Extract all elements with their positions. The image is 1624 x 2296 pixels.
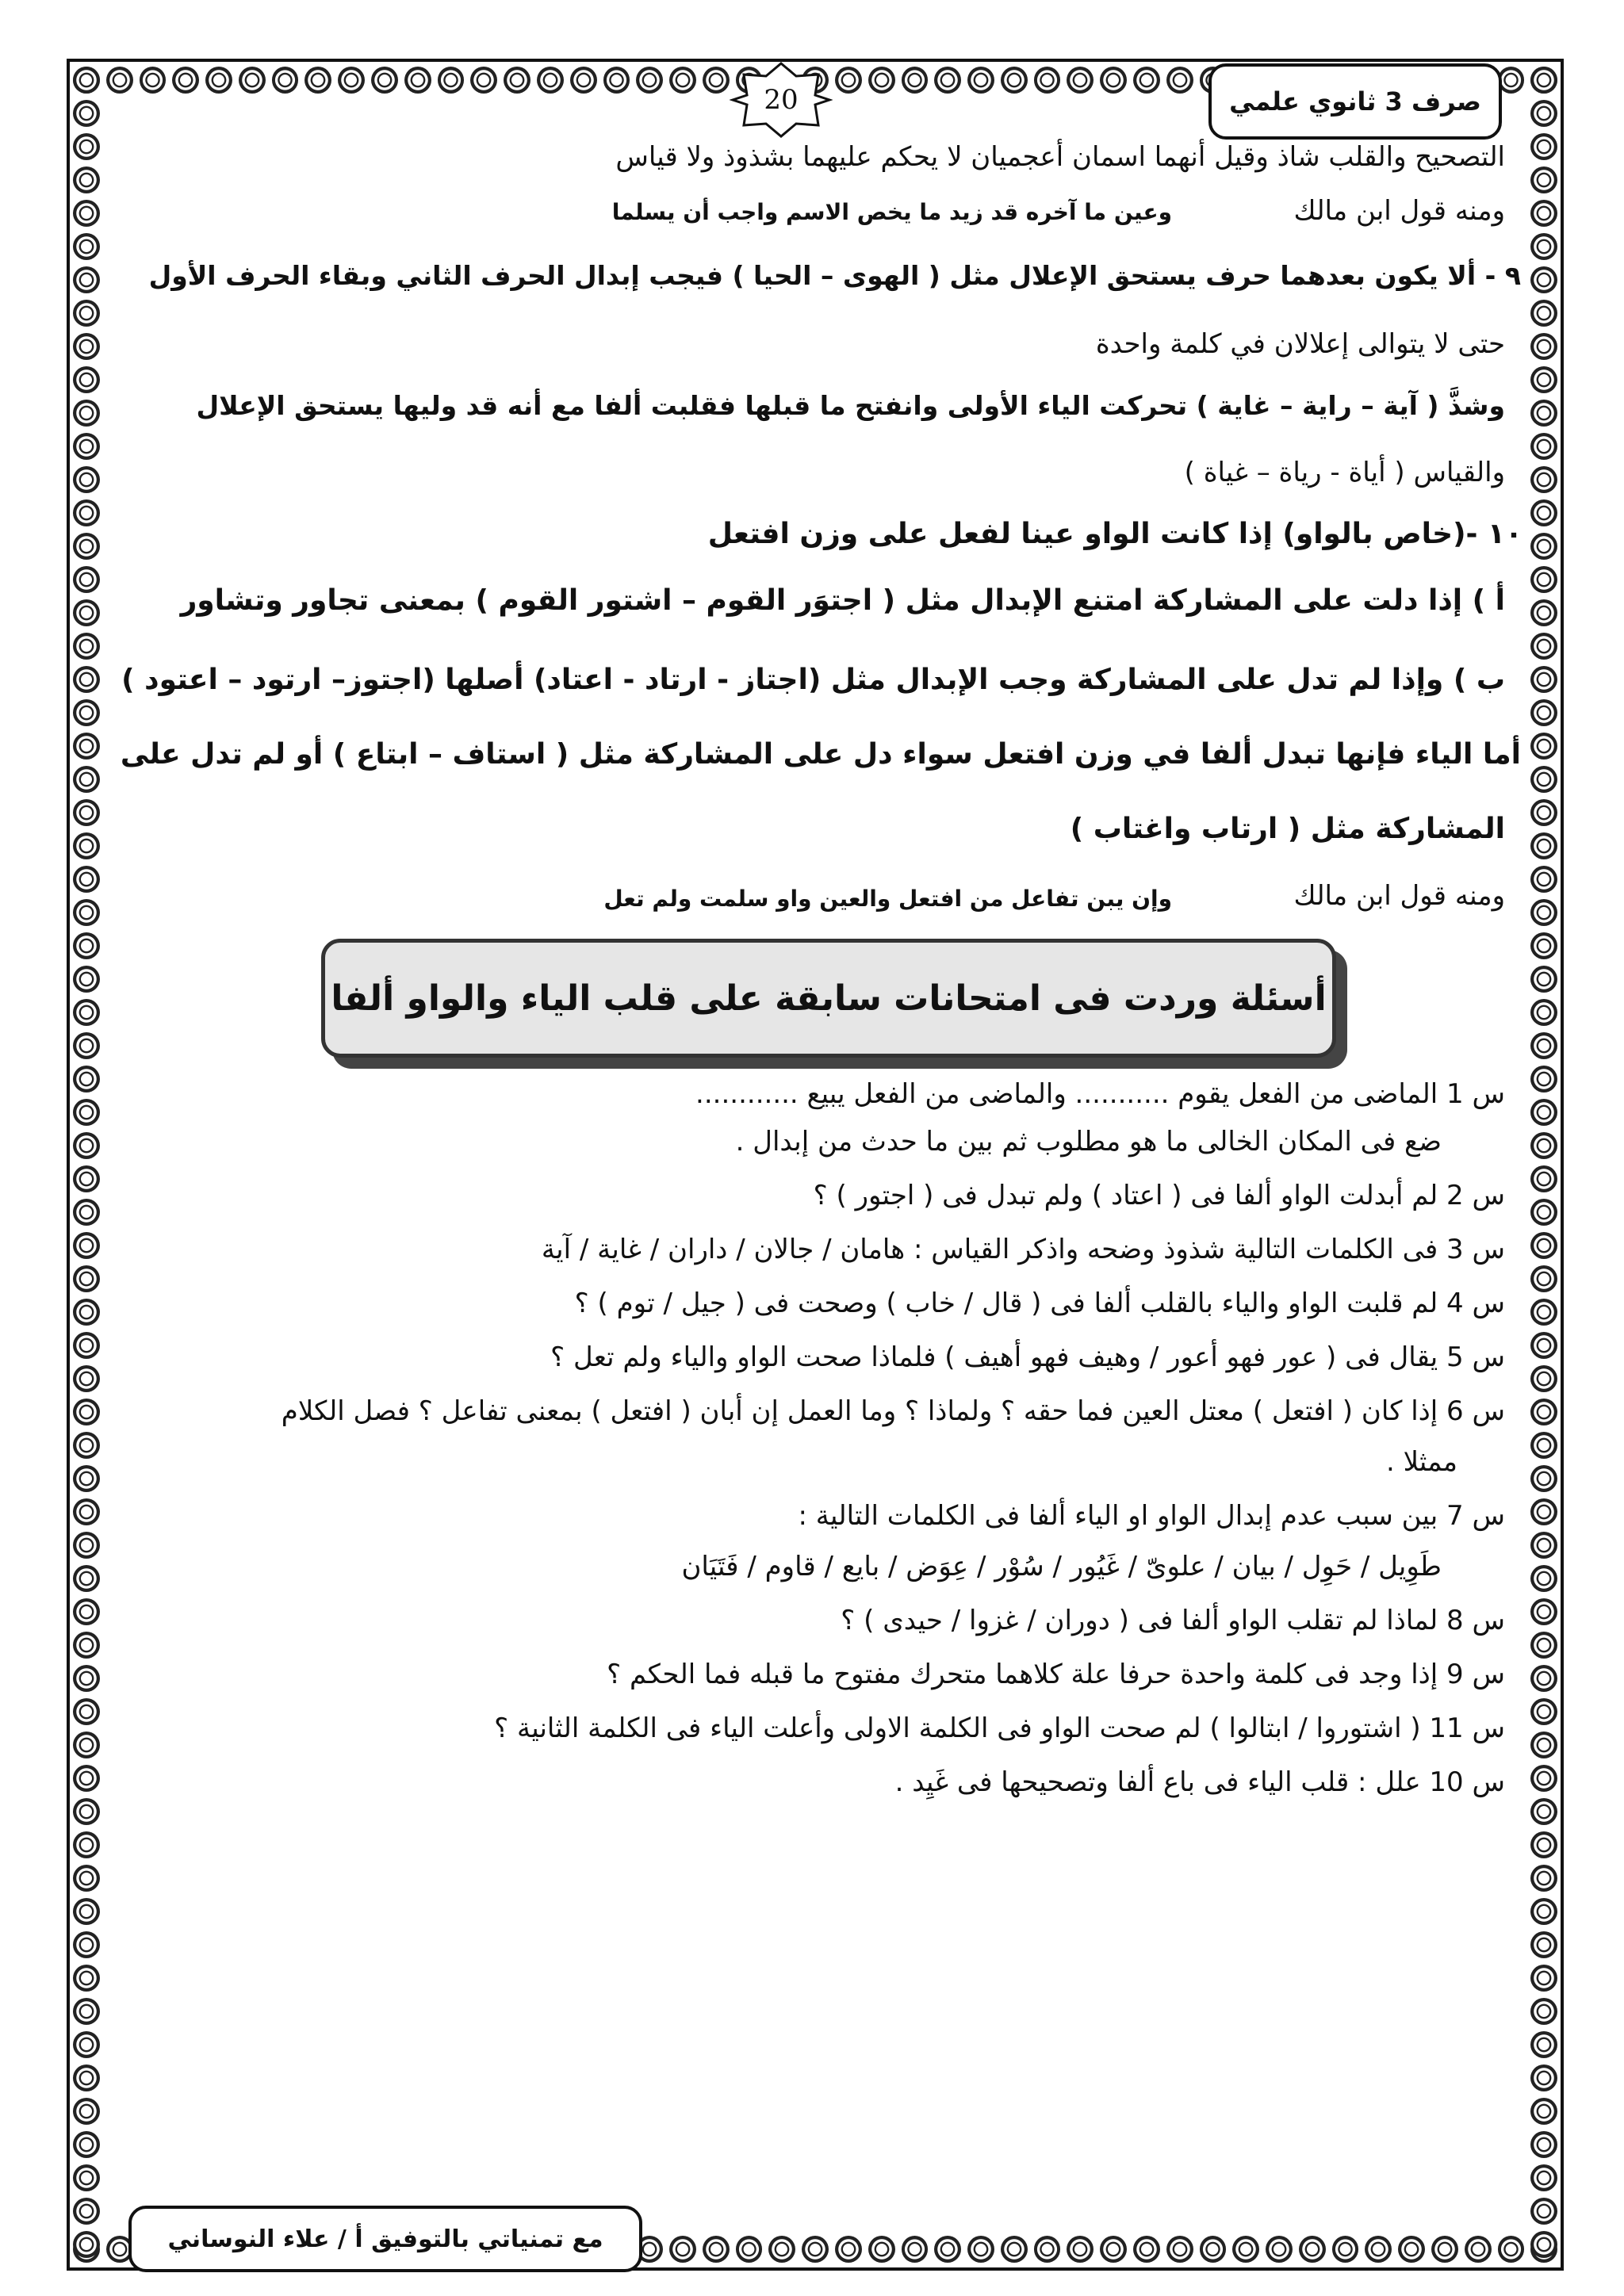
page-number	[730, 60, 833, 140]
question-line: ضع فى المكان الخالى ما هو مطلوب ثم بين ما حدث من إبدال .	[735, 1126, 1442, 1158]
body-line: ومنه قول ابن مالك	[1293, 195, 1505, 227]
body-line: حتى لا يتوالى إعلالان في كلمة واحدة	[1095, 328, 1505, 360]
question: س 5 يقال فى ( عور فهو أعور / وهيف فهو أهيف ) فلماذا صحت الواو والياء ولم تعل ؟	[550, 1341, 1505, 1373]
body-line: التصحيح والقلب شاذ وقيل أنهما اسمان أعجميان لا يحكم عليهما بشذوذ ولا قياس	[615, 141, 1505, 173]
border-right	[1527, 63, 1561, 2267]
rule-10-b: ب ) وإذا لم تدل على المشاركة وجب الإبدال مثل (اجتاز - ارتاد - اعتاد) أصلها (اجتوز– ارتود – اعتود )	[121, 664, 1505, 696]
body-line: ومنه قول ابن مالك	[1293, 880, 1505, 912]
question-line: طَوِيل / حَوِل / بيان / علوىّ / غَيُور / سُوْر / عِوَض / بايع / قاوم / فَتَيَان	[681, 1551, 1442, 1582]
page-number-text: 20	[764, 84, 799, 116]
question: س 6 إذا كان ( افتعل ) معتل العين فما حقه ؟ ولماذا ؟ وما العمل إن أبان ( افتعل ) بمعنى تفاعل ؟ فصل الكلام	[281, 1395, 1505, 1427]
body-line: وشذَّ ( آية – راية – غاية ) تحركت الياء الأولى وانفتح ما قبلها فقلبت ألفا مع أنه قد وليها يستحق الإعلال	[196, 390, 1505, 421]
question: س 4 لم قلبت الواو والياء بالقلب ألفا فى ( قال / خاب ) وصحت فى ( جيل / توم ) ؟	[574, 1288, 1505, 1319]
question: س 11 ( اشتوروا / ابتالوا ) لم صحت الواو فى الكلمة الاولى وأعلت الياء فى الكلمة الثانية ؟	[494, 1712, 1505, 1744]
section-title: أسئلة وردت فى امتحانات سابقة على قلب الياء والواو ألفا	[321, 939, 1336, 1058]
question: س 2 لم أبدلت الواو ألفا فى ( اعتاد ) ولم تبدل فى ( اجتور ) ؟	[813, 1180, 1505, 1211]
subject-label: صرف 3 ثانوي علمي	[1208, 63, 1502, 140]
border-left	[70, 63, 103, 2267]
question: س 3 فى الكلمات التالية شذوذ وضحه واذكر القياس : هامان / جالان / داران / غاية / آية	[541, 1234, 1505, 1265]
rule-10: ١٠ -(خاص بالواو) إذا كانت الواو عينا لفعل على وزن افتعل	[707, 518, 1522, 550]
question: س 9 إذا وجد فى كلمة واحدة حرفا علة كلاهما متحرك مفتوح ما قبله فما الحكم ؟	[607, 1659, 1505, 1690]
footer-signature: مع تمنياتي بالتوفيق أ / علاء النوساني	[128, 2206, 642, 2272]
question: س 10 علل : قلب الياء فى باع ألفا وتصحيحها فى غَيِد .	[894, 1766, 1505, 1798]
body-line: والقياس ( أياة - رياة – غياة )	[1184, 457, 1505, 488]
rule-9: ٩ - ألا يكون بعدهما حرف يستحق الإعلال مثل ( الهوى – الحيا ) فيجب إبدال الحرف الثاني وبقاء الحرف الأول	[148, 260, 1521, 291]
question: س 1 الماضى من الفعل يقوم ........... والماضى من الفعل يبيع ............	[695, 1078, 1505, 1110]
verse-line: وإن يبن تفاعل من افتعل والعين واو سلمت ولم تعل	[603, 886, 1172, 912]
question: س 8 لماذا لم تقلب الواو ألفا فى ( دوران / غزوا / حيدى ) ؟	[841, 1605, 1505, 1636]
rule-ya: أما الياء فإنها تبدل ألفا في وزن افتعل سواء دل على المشاركة مثل ( استاف – ابتاع ) أو لم تدل على	[120, 738, 1521, 771]
rule-10-a: أ ) إذا دلت على المشاركة امتنع الإبدال مثل ( اجتوَر القوم – اشتور القوم ) بمعنى تجاور وتشاور	[180, 584, 1505, 617]
verse-line: وعين ما آخره قد زيد ما يخص الاسم واجب أن يسلما	[611, 199, 1172, 225]
question: س 7 بين سبب عدم إبدال الواو او الياء ألفا فى الكلمات التالية :	[798, 1500, 1505, 1532]
question-line: ممثلا .	[1385, 1446, 1457, 1478]
body-line: المشاركة مثل ( ارتاب واغتاب )	[1070, 813, 1505, 845]
